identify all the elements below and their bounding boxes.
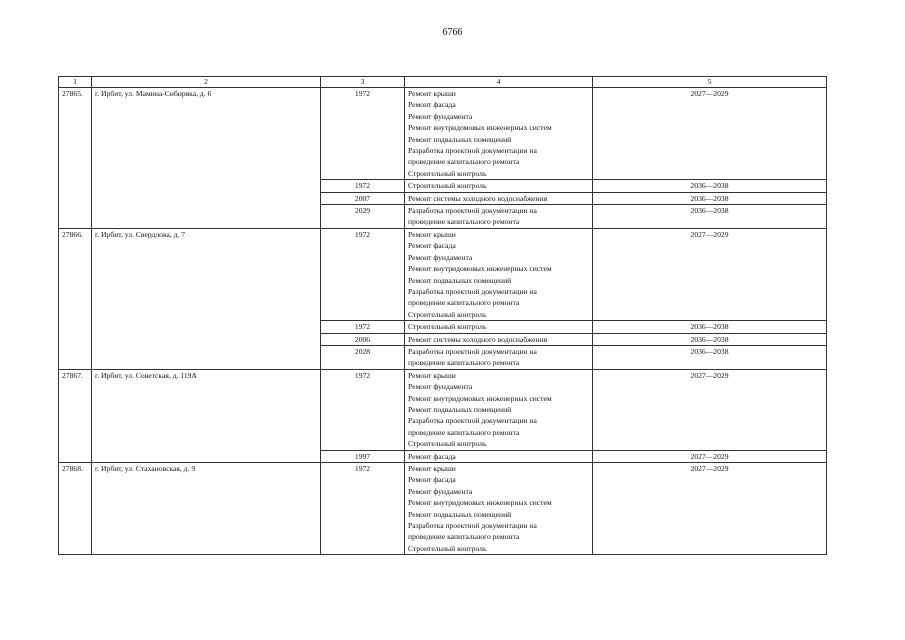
works-cell [405, 369, 593, 450]
work-item: Ремонт фасада [408, 451, 456, 461]
work-item: Ремонт системы холодного водоснабжения [408, 193, 548, 203]
year-cell: 1972 [321, 228, 405, 320]
building-address: г. Ирбит, ул. Мамина-Сибиряка, д. 6 [92, 88, 321, 229]
work-item: Ремонт фундамента [408, 252, 473, 262]
period-cell: 2036—2038 [593, 180, 827, 192]
work-item: проведение капитального ремонта [408, 157, 520, 167]
year-cell: 2006 [321, 333, 405, 345]
work-item: Строительный контроль [408, 322, 487, 332]
page-number: 6766 [442, 27, 463, 38]
building-address: г. Ирбит, ул. Стахановская, д. 9 [92, 463, 321, 555]
column-header: 2 [92, 77, 321, 88]
column-header: 1 [59, 77, 92, 88]
work-item: проведение капитального ремонта [408, 217, 520, 227]
entry-number: 27867. [59, 369, 92, 462]
work-item: Ремонт подвальных помещений [408, 275, 512, 285]
work-item: Ремонт внутридомовых инженерных систем [408, 393, 552, 403]
period-cell: 2036—2038 [593, 321, 827, 333]
period-cell: 2027—2029 [593, 228, 827, 320]
work-item: Строительный контроль [408, 168, 487, 178]
table-row [59, 463, 827, 555]
work-item: Ремонт фундамента [408, 111, 473, 121]
work-item: Ремонт крыши [408, 464, 456, 473]
period-cell: 2036—2038 [593, 205, 827, 229]
works-cell [405, 463, 593, 555]
work-item: Разработка проектной документации на [408, 206, 537, 216]
year-cell: 1972 [321, 321, 405, 333]
work-item: Разработка проектной документации на [408, 416, 537, 426]
works-cell [405, 450, 593, 462]
works-cell [405, 192, 593, 204]
work-item: Строительный контроль [408, 439, 487, 449]
work-item: Строительный контроль [408, 309, 487, 319]
period-cell: 2027—2029 [593, 450, 827, 462]
work-item: проведение капитального ремонта [408, 427, 520, 437]
work-item: Строительный контроль [408, 181, 487, 191]
work-item: Ремонт внутридомовых инженерных систем [408, 264, 552, 274]
work-item: Разработка проектной документации на [408, 286, 537, 296]
column-header: 3 [321, 77, 405, 88]
work-item: проведение капитального ремонта [408, 358, 520, 368]
period-cell: 2036—2038 [593, 192, 827, 204]
works-cell [405, 205, 593, 229]
work-item: Ремонт фасада [408, 100, 456, 110]
year-cell: 1972 [321, 180, 405, 192]
table-row [59, 88, 827, 180]
column-number-row [59, 77, 827, 88]
period-cell: 2036—2038 [593, 333, 827, 345]
entry-number: 27865. [59, 88, 92, 229]
work-item: Разработка проектной документации на [408, 521, 537, 531]
work-item: Ремонт системы холодного водоснабжения [408, 334, 548, 344]
table-row [59, 228, 827, 320]
works-cell [405, 321, 593, 333]
year-cell: 1997 [321, 450, 405, 462]
work-item: Ремонт фундамента [408, 486, 473, 496]
work-item: Ремонт подвальных помещений [408, 509, 512, 519]
work-item: Ремонт внутридомовых инженерных систем [408, 123, 552, 133]
work-item: проведение капитального ремонта [408, 298, 520, 308]
column-header: 5 [593, 77, 827, 88]
period-cell: 2027—2029 [593, 369, 827, 450]
building-address: г. Ирбит, ул. Свердлова, д. 7 [92, 228, 321, 369]
year-cell: 1972 [321, 88, 405, 180]
work-item: Ремонт крыши [408, 229, 456, 239]
entry-number: 27868. [59, 463, 92, 555]
work-item: Ремонт внутридомовых инженерных систем [408, 498, 552, 508]
work-item: Строительный контроль [408, 543, 487, 553]
work-item: Ремонт фундамента [408, 382, 473, 392]
year-cell: 2028 [321, 345, 405, 369]
works-cell [405, 180, 593, 192]
works-cell [405, 333, 593, 345]
work-item: проведение капитального ремонта [408, 532, 520, 542]
entry-number: 27866. [59, 228, 92, 369]
capital-repair-table [58, 76, 827, 555]
year-cell: 1972 [321, 369, 405, 450]
column-header: 4 [405, 77, 593, 88]
year-cell: 2029 [321, 205, 405, 229]
work-item: Ремонт крыши [408, 370, 456, 380]
work-item: Ремонт фасада [408, 475, 456, 485]
period-cell: 2027—2029 [593, 88, 827, 180]
works-cell [405, 88, 593, 180]
period-cell: 2036—2038 [593, 345, 827, 369]
work-item: Разработка проектной документации на [408, 346, 537, 356]
year-cell: 1972 [321, 463, 405, 555]
works-cell [405, 228, 593, 320]
work-item: Ремонт фасада [408, 241, 456, 251]
period-cell: 2027—2029 [593, 463, 827, 555]
work-item: Ремонт подвальных помещений [408, 404, 512, 414]
table-row [59, 369, 827, 450]
work-item: Разработка проектной документации на [408, 146, 537, 156]
works-cell [405, 345, 593, 369]
work-item: Ремонт крыши [408, 89, 456, 98]
building-address: г. Ирбит, ул. Советская, д. 119А [92, 369, 321, 462]
work-item: Ремонт подвальных помещений [408, 134, 512, 144]
year-cell: 2007 [321, 192, 405, 204]
